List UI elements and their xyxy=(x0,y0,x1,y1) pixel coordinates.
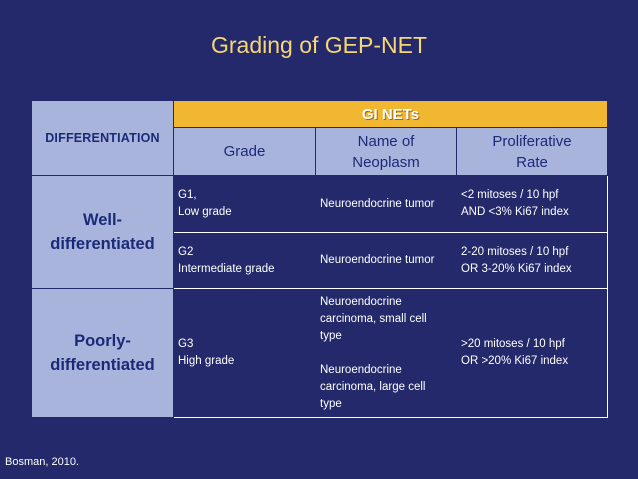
rate-cell-g2: 2-20 mitoses / 10 hpf OR 3-20% Ki67 index xyxy=(457,233,608,289)
poorly-differentiated-cell: Poorly- differentiated xyxy=(32,289,174,418)
gi-nets-header: GI NETs xyxy=(174,101,608,128)
grading-table xyxy=(31,100,608,418)
grade-header: Grade xyxy=(174,128,316,176)
rate-cell-g3: >20 mitoses / 10 hpf OR >20% Ki67 index xyxy=(457,289,608,418)
neoplasm-cell-g1: Neuroendocrine tumor xyxy=(316,176,457,233)
grade-cell-g2: G2 Intermediate grade xyxy=(174,233,316,289)
neoplasm-cell-g3: Neuroendocrine carcinoma, small cell type Neuroendocrine carcinoma, large cell type xyxy=(316,289,457,418)
grade-cell-g1: G1, Low grade xyxy=(174,176,316,233)
grade-cell-g3: G3 High grade xyxy=(174,289,316,418)
well-differentiated-cell: Well- differentiated xyxy=(32,176,174,289)
differentiation-header: DIFFERENTIATION xyxy=(32,101,174,176)
slide-title: Grading of GEP-NET xyxy=(210,32,428,58)
rate-cell-g1: <2 mitoses / 10 hpf AND <3% Ki67 index xyxy=(457,176,608,233)
proliferative-rate-header: Proliferative Rate xyxy=(457,128,608,176)
neoplasm-name-header: Name of Neoplasm xyxy=(316,128,457,176)
citation-footer: Bosman, 2010. xyxy=(5,456,79,468)
neoplasm-cell-g2: Neuroendocrine tumor xyxy=(316,233,457,289)
